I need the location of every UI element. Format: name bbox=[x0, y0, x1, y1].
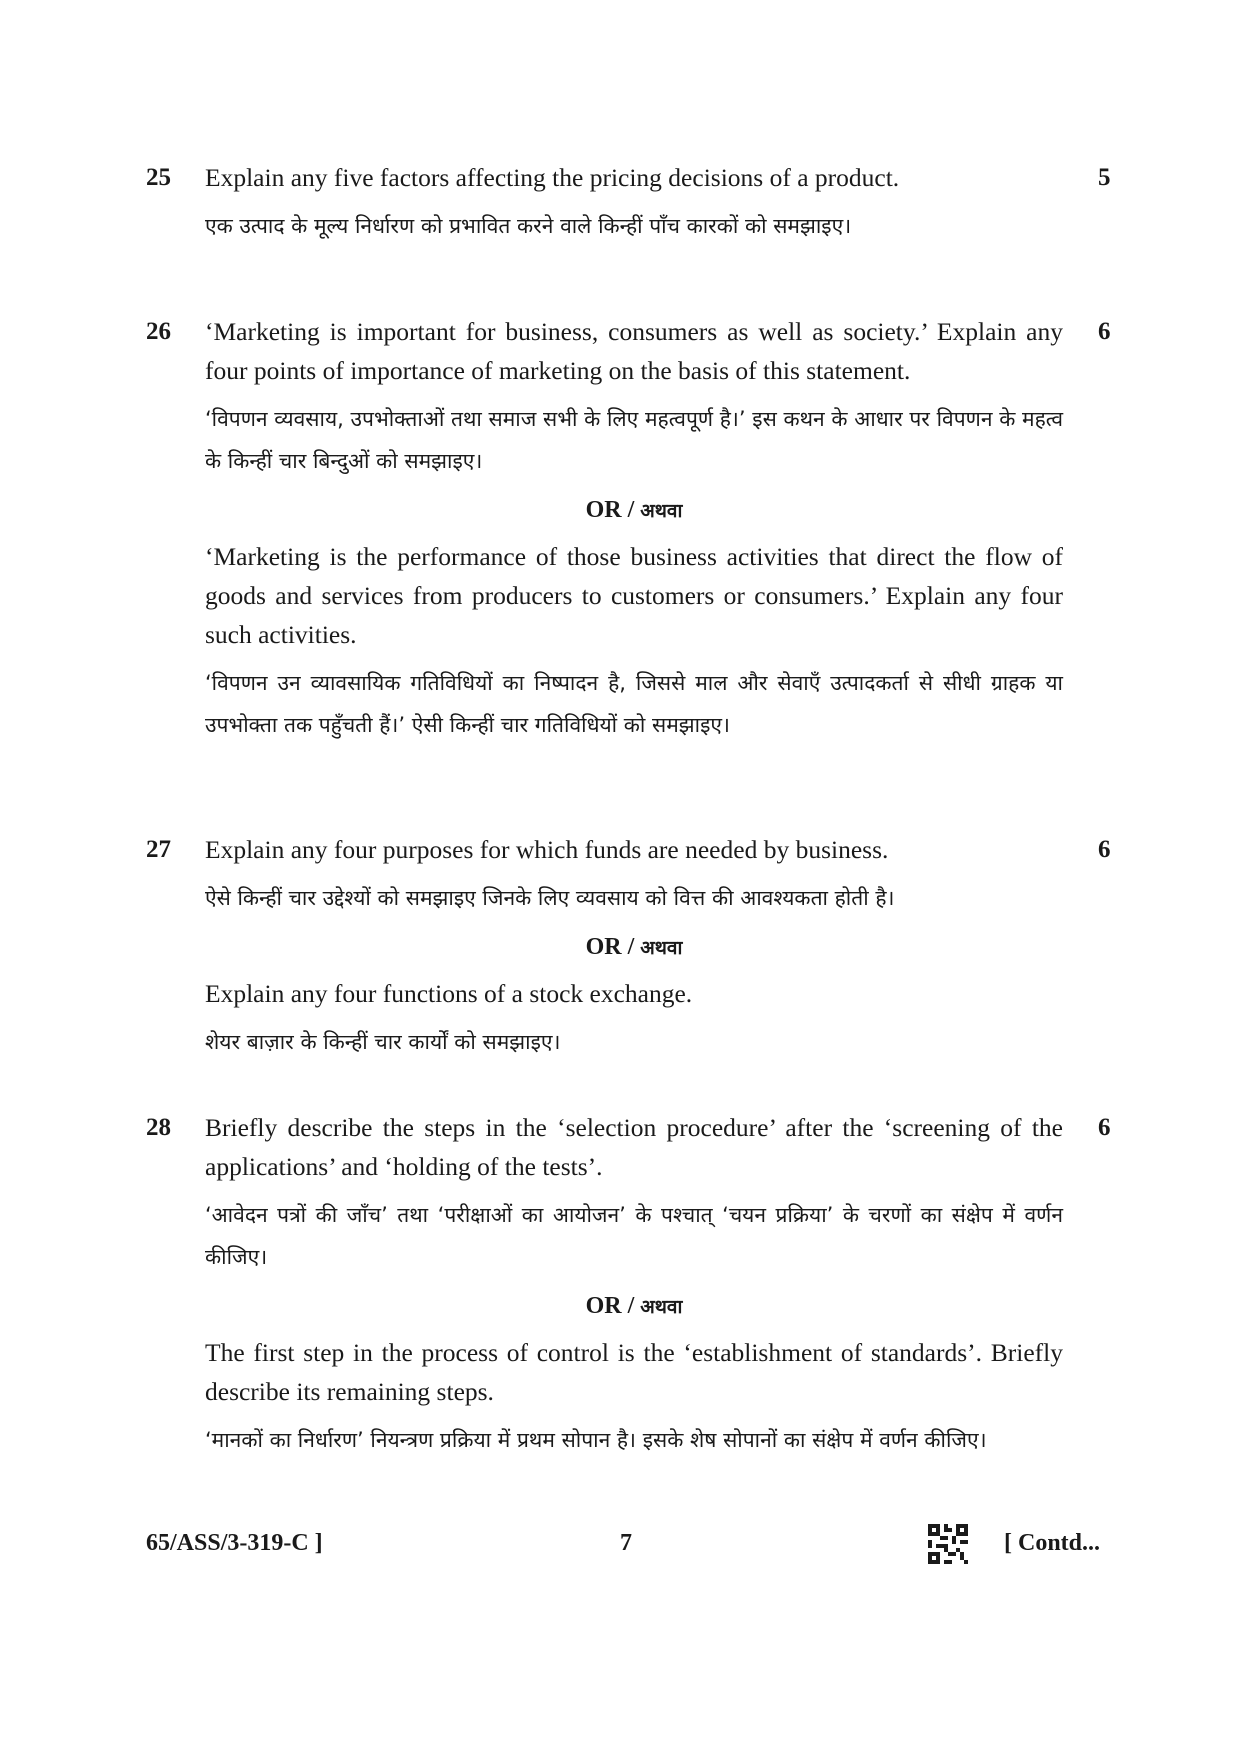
question-text-hindi: एक उत्पाद के मूल्य निर्धारण को प्रभावित करने वाले किन्हीं पाँच कारकों को समझाइए। bbox=[205, 214, 852, 238]
question-text-hindi: ‘आवेदन पत्रों की जाँच’ तथा ‘परीक्षाओं का आयोजन’ के पश्चात् ‘चयन प्रक्रिया’ के चरणों का संक्षेप में वर्णन कीजिए। bbox=[205, 1203, 1063, 1269]
or-label-english: OR bbox=[585, 497, 622, 523]
question-text-english: ‘Marketing is important for business, consumers as well as society.’ Explain any four points of importance of marketing on the basis of this statement. bbox=[205, 317, 1063, 385]
question-body bbox=[205, 830, 1063, 1063]
alternative-text-hindi: ‘मानकों का निर्धारण’ नियन्त्रण प्रक्रिया में प्रथम सोपान है। इसके शेष सोपानों का संक्षेप में वर्णन कीजिए। bbox=[205, 1428, 987, 1452]
or-label-hindi: अथवा bbox=[640, 500, 683, 522]
or-separator bbox=[205, 927, 1063, 968]
question-body bbox=[205, 1108, 1063, 1461]
question-number: 25 bbox=[146, 164, 171, 191]
or-label-hindi: अथवा bbox=[640, 937, 683, 959]
page-number: 7 bbox=[620, 1530, 632, 1556]
or-label-hindi: अथवा bbox=[640, 1296, 683, 1318]
or-separator bbox=[205, 490, 1063, 531]
question-text-hindi: ऐसे किन्हीं चार उद्देश्यों को समझाइए जिनके लिए व्यवसाय को वित्त की आवश्यकता होती है। bbox=[205, 886, 895, 910]
continued-label: [ Contd... bbox=[1004, 1530, 1101, 1556]
question-text-english: Explain any five factors affecting the pricing decisions of a product. bbox=[205, 163, 900, 192]
question-marks: 6 bbox=[1098, 1114, 1111, 1141]
question-number: 26 bbox=[146, 318, 171, 345]
question-marks: 6 bbox=[1098, 836, 1111, 863]
alternative-text-hindi: ‘विपणन उन व्यावसायिक गतिविधियों का निष्पादन है, जिससे माल और सेवाएँ उत्पादकर्ता से सीधी ग्राहक या उपभोक्ता तक पहुँचती हैं।’ ऐसी किन्हीं चार गतिविधियों को समझाइए। bbox=[205, 671, 1063, 737]
question-number: 28 bbox=[146, 1114, 171, 1141]
or-label-slash: / bbox=[627, 934, 635, 960]
or-separator bbox=[205, 1286, 1063, 1327]
question-text-english: Briefly describe the steps in the ‘selection procedure’ after the ‘screening of the applications’ and ‘holding of the tests’. bbox=[205, 1113, 1063, 1181]
question-marks: 5 bbox=[1098, 164, 1111, 191]
question-text-hindi: ‘विपणन व्यवसाय, उपभोक्ताओं तथा समाज सभी के लिए महत्वपूर्ण है।’ इस कथन के आधार पर विपणन के महत्व के किन्हीं चार बिन्दुओं को समझाइए। bbox=[205, 407, 1063, 473]
or-label-slash: / bbox=[627, 1293, 635, 1319]
question-text-english: Explain any four purposes for which funds are needed by business. bbox=[205, 835, 889, 864]
or-label-english: OR bbox=[585, 934, 622, 960]
alternative-text-english: ‘Marketing is the performance of those business activities that direct the flow of goods and services from producers to customers or consumers.’ Explain any four such activities. bbox=[205, 542, 1063, 649]
or-label-slash: / bbox=[627, 497, 635, 523]
paper-code: 65/ASS/3-319-C ] bbox=[146, 1530, 323, 1556]
alternative-text-english: Explain any four functions of a stock exchange. bbox=[205, 979, 693, 1008]
question-marks: 6 bbox=[1098, 318, 1111, 345]
question-body bbox=[205, 158, 1063, 247]
or-label-english: OR bbox=[585, 1293, 622, 1319]
alternative-text-english: The first step in the process of control is the ‘establishment of standards’. Briefly describe its remaining steps. bbox=[205, 1338, 1063, 1406]
question-number: 27 bbox=[146, 836, 171, 863]
qr-code-icon bbox=[928, 1524, 968, 1564]
question-body bbox=[205, 312, 1063, 746]
alternative-text-hindi: शेयर बाज़ार के किन्हीं चार कार्यों को समझाइए। bbox=[205, 1030, 561, 1054]
page-footer bbox=[0, 1523, 1240, 1563]
